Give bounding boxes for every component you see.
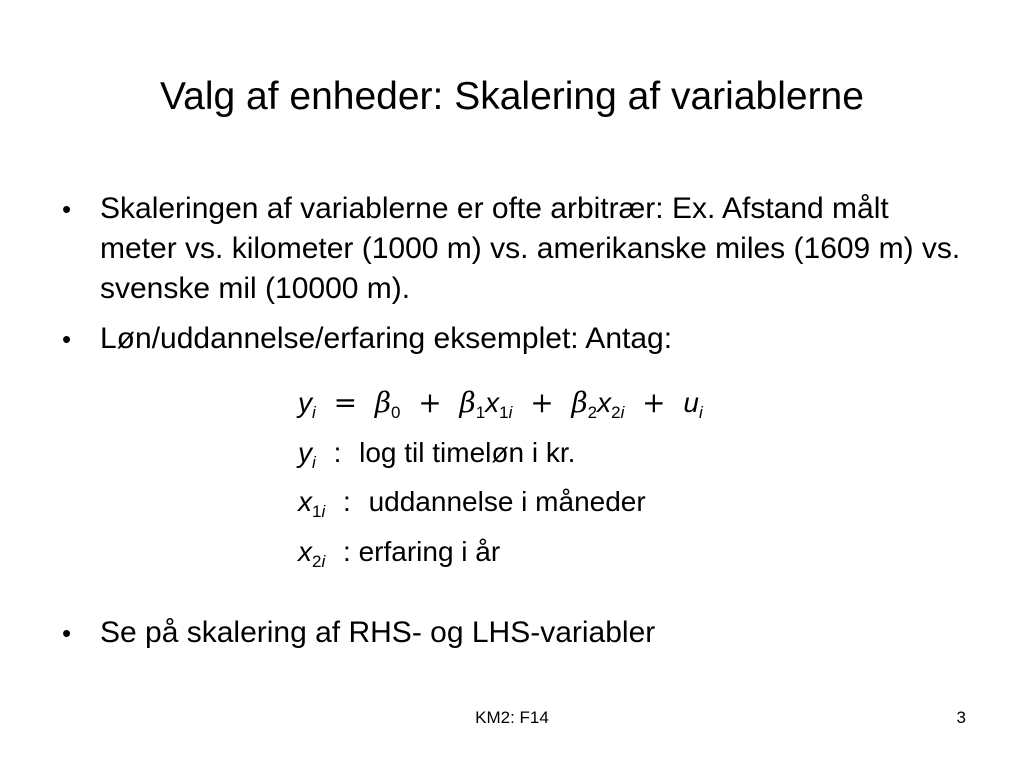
bullet-item bbox=[62, 319, 962, 359]
definition-y: $y_i$ : log til timeløn i kr. bbox=[298, 437, 576, 472]
bullet-text: Skaleringen af variablerne er ofte arbitrær: Ex. Afstand målt meter vs. kilometer (1000 m) vs. amerikanske miles (1609 m) vs. svenske mil (10000 m). bbox=[100, 192, 961, 305]
bullet-icon: • bbox=[62, 194, 72, 224]
page-number: 3 bbox=[956, 708, 966, 727]
definition-x1: $x_{1i}$ : uddannelse i måneder bbox=[298, 486, 646, 521]
bullet-item bbox=[62, 613, 962, 653]
footer-label: KM2: F14 bbox=[475, 708, 549, 727]
bullet-icon: • bbox=[62, 324, 72, 354]
regression-equation: $y_i = \beta_0 + \beta_1x_{1i} + \beta_2x_{2i} + u_i$ bbox=[298, 386, 703, 422]
bullet-item bbox=[62, 189, 962, 309]
definition-x2: $x_{2i}$ : erfaring i år bbox=[298, 536, 501, 571]
definition-text: erfaring i år bbox=[358, 536, 501, 567]
bullet-text: Løn/uddannelse/erfaring eksemplet: Antag: bbox=[100, 322, 673, 355]
bullet-text: Se på skalering af RHS- og LHS-variabler bbox=[100, 616, 656, 649]
definition-text: log til timeløn i kr. bbox=[359, 437, 576, 468]
slide-title: Valg af enheder: Skalering af variablerne bbox=[160, 75, 864, 118]
definition-text: uddannelse i måneder bbox=[368, 486, 646, 517]
bullet-icon: • bbox=[62, 618, 72, 648]
